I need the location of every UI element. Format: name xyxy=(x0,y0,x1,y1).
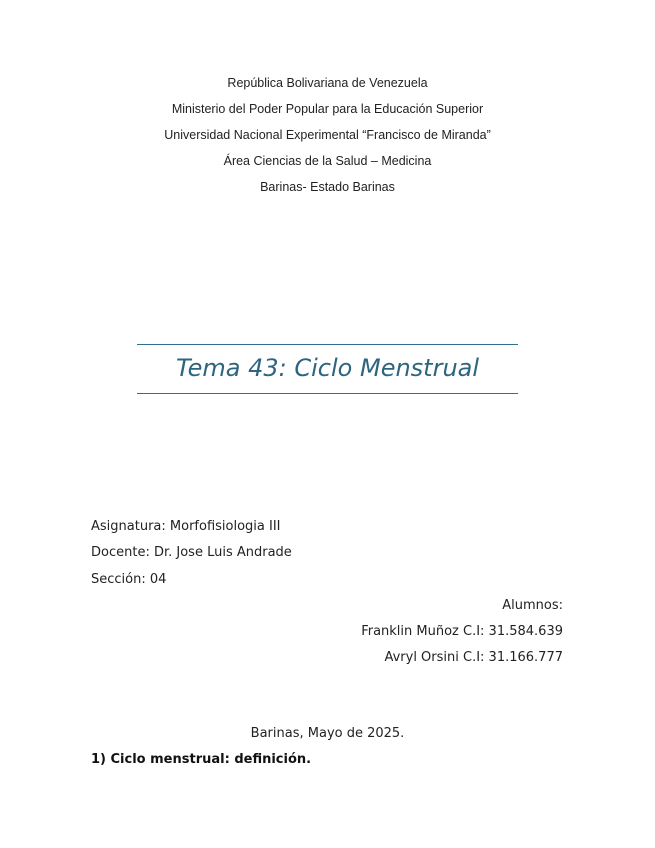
header-area: Área Ciencias de la Salud – Medicina xyxy=(223,154,432,168)
place-date: Barinas, Mayo de 2025. xyxy=(250,726,405,741)
title-rule-top xyxy=(137,344,518,345)
subject-line: Asignatura: Morfofisiologia III xyxy=(91,519,281,534)
header-location: Barinas- Estado Barinas xyxy=(260,180,395,194)
section-heading: 1) Ciclo menstrual: definición. xyxy=(91,752,312,767)
student-entry: Avryl Orsini C.I: 31.166.777 xyxy=(384,650,563,665)
students-label: Alumnos: xyxy=(502,598,563,613)
teacher-line: Docente: Dr. Jose Luis Andrade xyxy=(91,545,292,560)
header-university: Universidad Nacional Experimental “Francisco de Miranda” xyxy=(164,128,491,142)
title-rule-bottom xyxy=(137,393,518,394)
document-title: Tema 43: Ciclo Menstrual xyxy=(175,354,480,382)
section-line: Sección: 04 xyxy=(91,572,167,587)
header-republic: República Bolivariana de Venezuela xyxy=(227,76,428,90)
header-ministry: Ministerio del Poder Popular para la Educación Superior xyxy=(171,102,484,116)
student-entry: Franklin Muñoz C.I: 31.584.639 xyxy=(361,624,563,639)
